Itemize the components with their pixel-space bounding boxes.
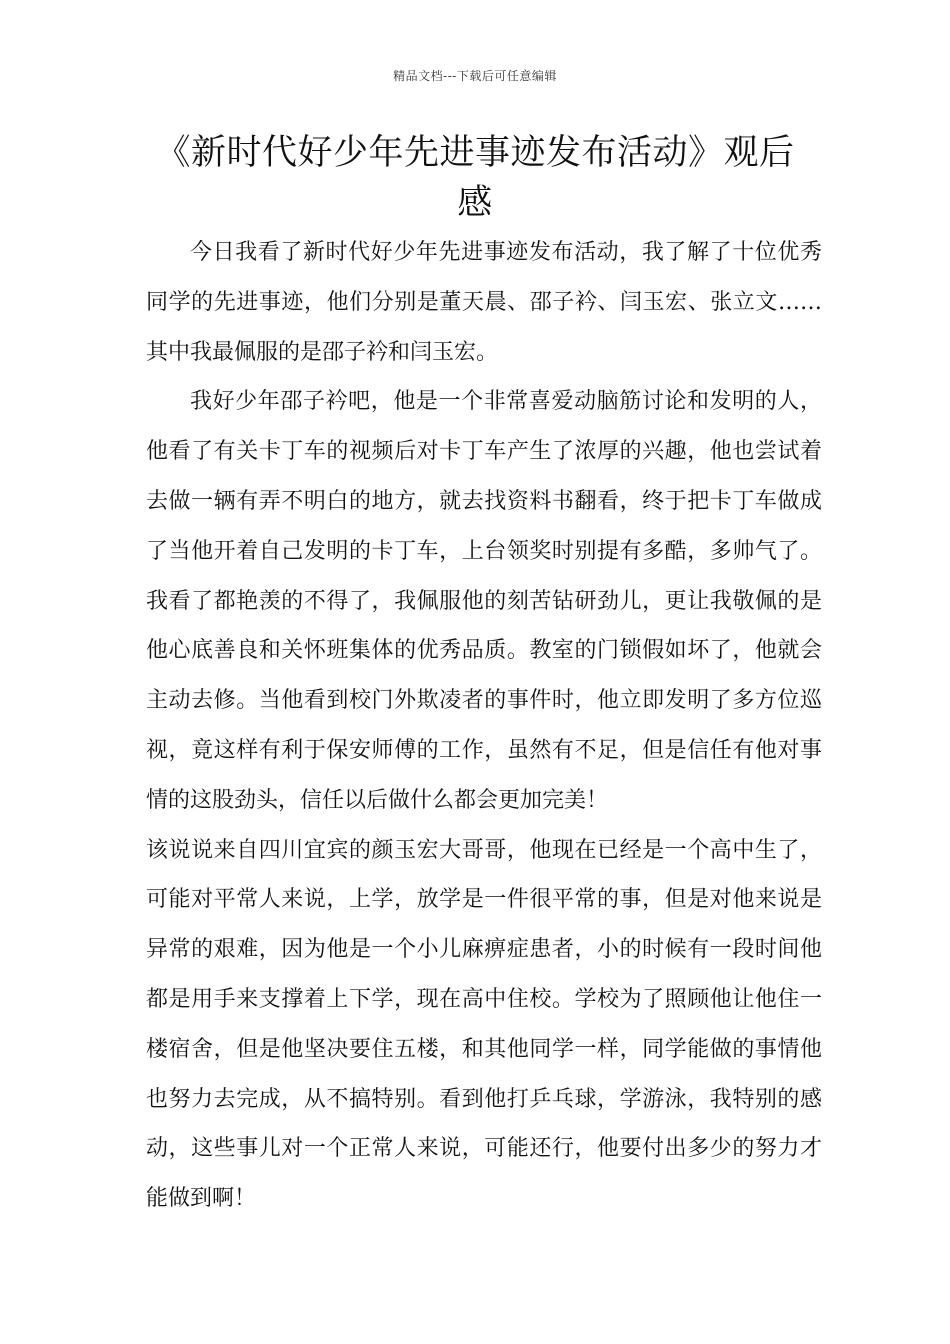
document-body (146, 228, 822, 1224)
header-note: 精品文档---下载后可任意编辑 (393, 69, 557, 83)
document-title: 《新时代好少年先进事迹发布活动》观后感 (155, 133, 795, 223)
paragraph-3: 该说说来自四川宜宾的颜玉宏大哥哥，他现在已经是一个高中生了，可能对平常人来说，上学，放学是一件很平常的事，但是对他来说是异常的艰难，因为他是一个小儿麻痹症患者，小的时候有一段时间他都是用手来支撑着上下学，现在高中住校。学校为了照顾他让他住一楼宿舍，但是他坚决要住五楼，和其他同学一样，同学能做的事情他也努力去完成，从不搞特别。看到他打乒乓球，学游泳，我特别的感动，这些事儿对一个正常人来说，可能还行，他要付出多少的努力才能做到啊！ (146, 837, 822, 1212)
paragraph-1: 今日我看了新时代好少年先进事迹发布活动，我了解了十位优秀同学的先进事迹，他们分别是董天晨、邵子衿、闫玉宏、张立文……其中我最佩服的是邵子衿和闫玉宏。 (146, 240, 822, 365)
paragraph-2: 我好少年邵子衿吧，他是一个非常喜爱动脑筋讨论和发明的人，他看了有关卡丁车的视频后对卡丁车产生了浓厚的兴趣，他也尝试着去做一辆有弄不明白的地方，就去找资料书翻看，终于把卡丁车做成了当他开着自己发明的卡丁车，上台领奖时别提有多酷，多帅气了。我看了都艳羡的不得了，我佩服他的刻苦钻研劲儿，更让我敬佩的是他心底善良和关怀班集体的优秀品质。教室的门锁假如坏了，他就会主动去修。当他看到校门外欺凌者的事件时，他立即发明了多方位巡视，竟这样有利于保安师傅的工作，虽然有不足，但是信任有他对事情的这股劲头，信任以后做什么都会更加完美！ (146, 389, 822, 813)
